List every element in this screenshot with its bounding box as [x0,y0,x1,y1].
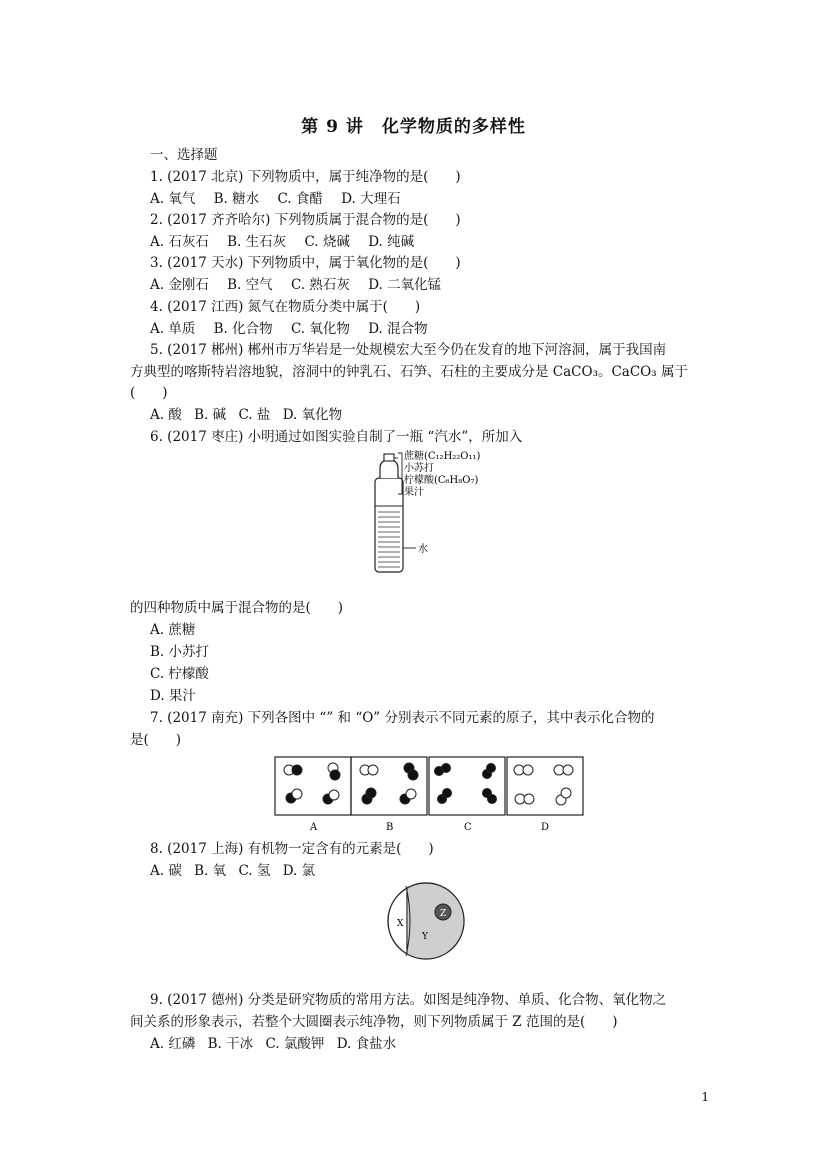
question-5-options [150,406,350,424]
question-5-line-3: ( ) [130,385,168,401]
panel-label-c: C [464,822,472,833]
question-4-options [150,320,442,338]
option-b: B. 空气 [227,277,273,293]
option-c: C. 盐 [238,407,271,423]
question-6-option-c: C. 柠檬酸 [150,666,209,682]
question-8-options [150,862,323,880]
option-c: C. 氢 [238,863,271,879]
question-7-line-2: 是( ) [130,732,182,748]
panel-b [360,763,418,804]
label-citric-acid: 柠檬酸(C₆H₈O₇) [404,475,479,486]
option-d: D. 氯 [282,863,316,879]
panel-d [514,765,573,805]
label-y: Y [422,932,428,942]
question-6-continuation: 的四种物质中属于混合物的是( ) [130,600,344,616]
option-b: B. 氧 [194,863,227,879]
option-a: A. 石灰石 [150,234,209,250]
option-c: C. 烧碱 [304,234,350,250]
option-a: A. 酸 [150,407,182,423]
panel-label-a: A [310,822,318,833]
option-b: B. 糖水 [213,191,260,207]
venn-circle-diagram [385,880,467,962]
question-6-option-d: D. 果汁 [150,688,196,704]
bottle-icon [375,454,403,572]
question-1-options [150,190,415,208]
option-d: D. 混合物 [368,321,428,337]
label-x: X [397,919,404,929]
label-juice: 果汁 [404,487,424,498]
soda-bottle-figure [360,448,500,578]
panel-c [435,764,497,804]
question-6-stem: 6. (2017 枣庄) 小明通过如图实验自制了一瓶 “汽水”，所加入 [150,429,523,445]
question-7-line-1: 7. (2017 南充) 下列各图中 “” 和 “O” 分别表示不同元素的原子，其中表示化合物的 [150,710,655,726]
label-z: Z [440,909,447,919]
page-number: 1 [701,1090,709,1104]
panel-a [284,763,340,804]
question-8-stem: 8. (2017 上海) 有机物一定含有的元素是( ) [150,841,434,857]
section-heading: 一、选择题 [150,147,218,163]
question-5-line-2: 方典型的喀斯特岩溶地貌，溶洞中的钟乳石、石笋、石柱的主要成分是 CaCO₃。CaCO₃ 属于 [130,364,688,380]
question-9-line-1: 9. (2017 德州) 分类是研究物质的常用方法。如图是纯净物、单质、化合物、氧化物之 [150,992,667,1008]
question-6-option-b: B. 小苏打 [150,644,210,660]
option-c: C. 氯酸钾 [265,1036,325,1052]
option-b: B. 碱 [194,407,227,423]
option-d: D. 大理石 [341,191,401,207]
option-a: A. 碳 [150,863,182,879]
question-9-options [150,1035,404,1053]
question-6-option-a: A. 蔗糖 [150,622,196,638]
option-a: A. 单质 [150,321,196,337]
label-sucrose: 蔗糖(C₁₂H₂₂O₁₁) [404,451,481,462]
question-9-line-2: 间关系的形象表示，若整个大圆圈表示纯净物，则下列物质属于 Z 范围的是( ) [130,1014,618,1030]
question-4-stem: 4. (2017 江西) 氮气在物质分类中属于( ) [150,299,421,315]
label-water: 水 [418,544,428,555]
particle-diagram [272,755,588,837]
label-baking-soda: 小苏打 [404,463,434,474]
option-a: A. 氧气 [150,191,196,207]
question-3-options [150,276,455,294]
option-d: D. 二氧化锰 [368,277,442,293]
panel-label-d: D [541,822,550,833]
option-d: D. 氧化物 [282,407,343,423]
panel-label-b: B [386,822,394,833]
option-a: A. 红磷 [150,1036,196,1052]
option-c: C. 熟石灰 [290,277,350,293]
option-a: A. 金刚石 [150,277,209,293]
question-2-options [150,233,428,251]
question-3-stem: 3. (2017 天水) 下列物质中，属于氧化物的是( ) [150,255,461,271]
option-b: B. 化合物 [213,321,273,337]
question-2-stem: 2. (2017 齐齐哈尔) 下列物质属于混合物的是( ) [150,212,461,228]
option-d: D. 纯碱 [368,234,415,250]
option-c: C. 氧化物 [290,321,350,337]
question-1-stem: 1. (2017 北京) 下列物质中，属于纯净物的是( ) [150,169,461,185]
option-b: B. 生石灰 [227,234,287,250]
option-c: C. 食醋 [277,191,323,207]
page-title: 第 9 讲 化学物质的多样性 [301,117,526,137]
question-5-line-1: 5. (2017 郴州) 郴州市万华岩是一处规模宏大至今仍在发育的地下河溶洞，属于我国南 [150,342,667,358]
option-d: D. 食盐水 [336,1036,397,1052]
option-b: B. 干冰 [207,1036,254,1052]
